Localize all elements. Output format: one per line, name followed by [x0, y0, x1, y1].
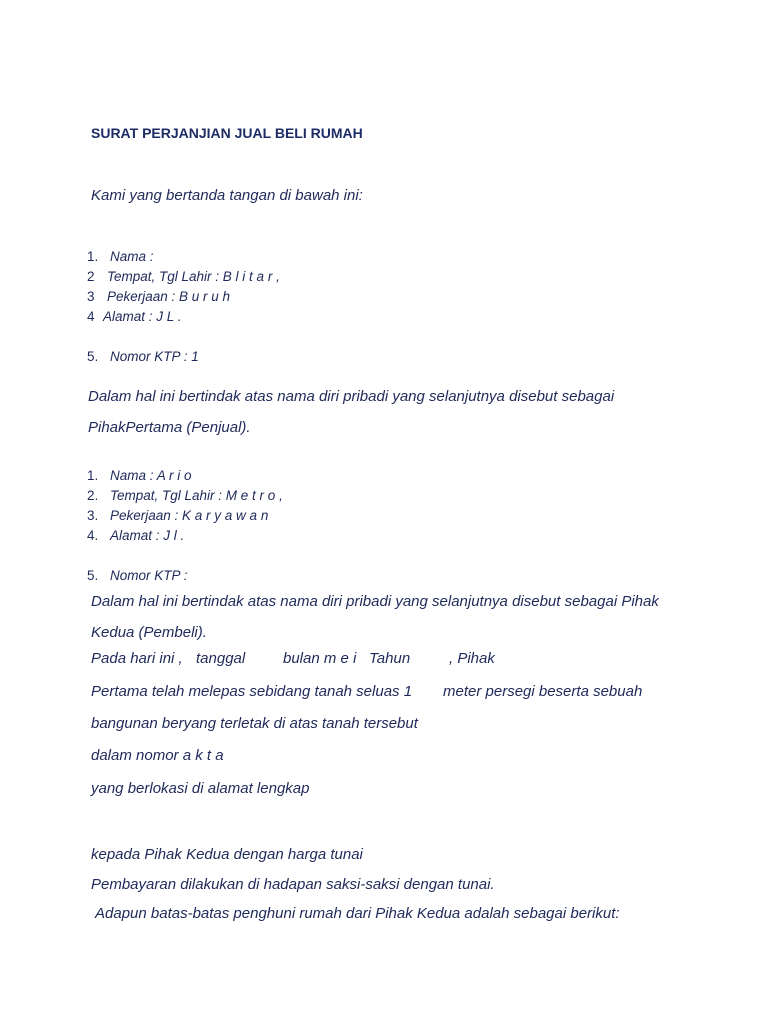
body-line3: bangunan beryang terletak di atas tanah tersebut	[91, 715, 418, 732]
party2-birth: Tempat, Tgl Lahir : M e t r o ,	[110, 488, 283, 503]
list-item-number: 5.	[87, 349, 99, 364]
list-item-number: 2.	[87, 488, 99, 503]
body-line6: kepada Pihak Kedua dengan harga tunai	[91, 846, 363, 863]
list-item-number: 3	[87, 289, 95, 304]
party1-ktp: Nomor KTP : 1	[110, 349, 199, 364]
list-item-number: 4.	[87, 528, 99, 543]
list-item-number: 3.	[87, 508, 99, 523]
intro-text: Kami yang bertanda tangan di bawah ini:	[91, 187, 363, 204]
list-item-number: 1.	[87, 468, 99, 483]
document-title: SURAT PERJANJIAN JUAL BELI RUMAH	[91, 125, 363, 141]
body-line2-part1: Pertama telah melepas sebidang tanah seluas 1	[91, 683, 413, 700]
body-line1-part3: bulan m e i	[283, 650, 357, 667]
body-line1-part2: tanggal	[196, 650, 246, 667]
party1-address: Alamat : J L .	[103, 309, 182, 324]
list-item-number: 4	[87, 309, 95, 324]
party2-address: Alamat : J l .	[110, 528, 185, 543]
body-line5: yang berlokasi di alamat lengkap	[91, 780, 310, 797]
body-line8: Adapun batas-batas penghuni rumah dari Pihak Kedua adalah sebagai berikut:	[95, 905, 620, 922]
party2-statement-line2: Kedua (Pembeli).	[91, 624, 207, 641]
party2-name: Nama : A r i o	[110, 468, 192, 483]
list-item-number: 2	[87, 269, 95, 284]
party1-statement-line2: PihakPertama (Penjual).	[88, 419, 251, 436]
party1-name: Nama :	[110, 249, 154, 264]
party2-ktp: Nomor KTP :	[110, 568, 188, 583]
party2-job: Pekerjaan : K a r y a w a n	[110, 508, 269, 523]
list-item-number: 5.	[87, 568, 99, 583]
party1-statement-line1: Dalam hal ini bertindak atas nama diri pribadi yang selanjutnya disebut sebagai	[88, 388, 615, 405]
body-line1-part5: , Pihak	[449, 650, 495, 667]
body-line4: dalam nomor a k t a	[91, 747, 224, 764]
body-line1-part4: Tahun	[369, 650, 411, 667]
body-line7: Pembayaran dilakukan di hadapan saksi-saksi dengan tunai.	[91, 876, 495, 893]
party2-statement-line1: Dalam hal ini bertindak atas nama diri pribadi yang selanjutnya disebut sebagai Pihak	[91, 593, 659, 610]
body-line2-part2: meter persegi beserta sebuah	[443, 683, 643, 700]
party1-birth: Tempat, Tgl Lahir : B l i t a r ,	[107, 269, 280, 284]
party1-job: Pekerjaan : B u r u h	[107, 289, 231, 304]
body-line1-part1: Pada hari ini ,	[91, 650, 183, 667]
list-item-number: 1.	[87, 249, 99, 264]
